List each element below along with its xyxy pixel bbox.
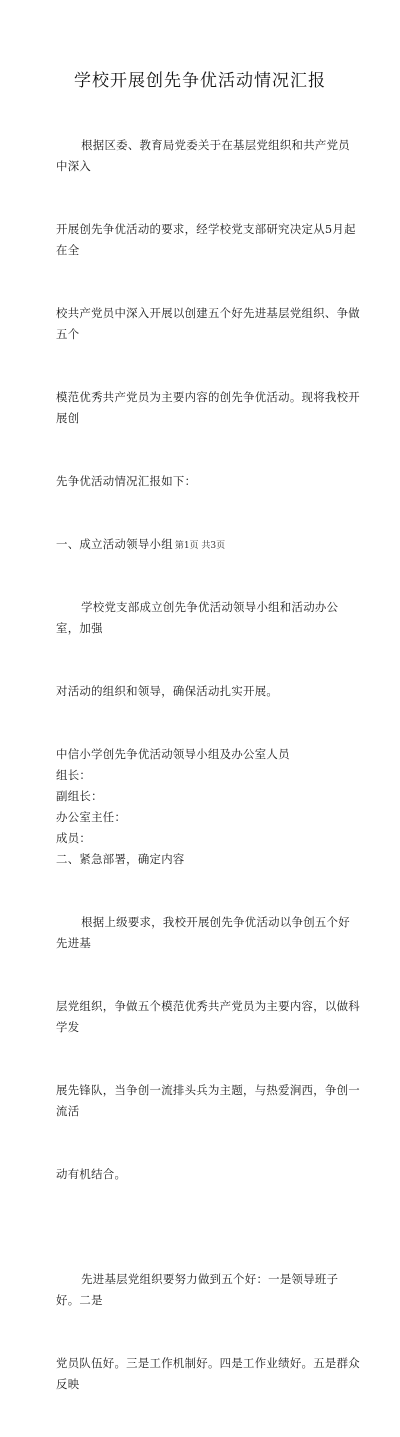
text-line: 学校党支部成立创先争优活动领导小组和活动办公室，加强 bbox=[56, 600, 339, 635]
text-line: 根据上级要求，我校开展创先争优活动以争创五个好先进基 bbox=[56, 915, 350, 950]
role-members: 成员： bbox=[56, 831, 92, 845]
text-line: 模范优秀共产党员为主要内容的创先争优活动。现将我校开展创 bbox=[56, 390, 360, 425]
paragraph-five-goods bbox=[56, 1227, 360, 1437]
role-leader: 组长： bbox=[56, 768, 92, 782]
role-office-director: 办公室主任： bbox=[56, 810, 127, 824]
text-line: 党员队伍好。三是工作机制好。四是工作业绩好。五是群众反映 bbox=[56, 1356, 360, 1391]
text-line: 开展创先争优活动的要求，经学校党支部研究决定从5月起在全 bbox=[56, 222, 356, 257]
text-line: 校共产党员中深入开展以创建五个好先进基层党组织、争做五个 bbox=[56, 306, 360, 341]
section-heading-2: 二、紧急部署，确定内容 bbox=[56, 852, 185, 866]
text-line: 先争优活动情况汇报如下： bbox=[56, 474, 197, 488]
page-indicator: 第1页 共3页 bbox=[174, 541, 226, 551]
paragraph-intro bbox=[56, 93, 360, 534]
text-line: 动有机结合。 bbox=[56, 1167, 127, 1181]
text-line: 先进基层党组织要努力做到五个好：一是领导班子好。二是 bbox=[56, 1272, 339, 1307]
paragraph-leadership-group bbox=[56, 555, 360, 744]
role-deputy-leader: 副组长： bbox=[56, 789, 103, 803]
document-body bbox=[56, 93, 360, 1437]
section-heading-1: 一、成立活动领导小组 bbox=[56, 537, 173, 551]
paragraph-deployment bbox=[56, 870, 360, 1227]
text-line: 层党组织，争做五个模范优秀共产党员为主要内容，以做科学发 bbox=[56, 999, 360, 1034]
text-line: 展先锋队，当争创一流排头兵为主题，与热爱涧西，争创一流活 bbox=[56, 1083, 360, 1118]
committee-title: 中信小学创先争优活动领导小组及办公室人员 bbox=[56, 747, 290, 761]
document-title: 学校开展创先争优活动情况汇报 bbox=[74, 71, 326, 91]
text-line: 对活动的组织和领导，确保活动扎实开展。 bbox=[56, 684, 279, 698]
text-line: 根据区委、教育局党委关于在基层党组织和共产党员中深入 bbox=[56, 138, 350, 173]
